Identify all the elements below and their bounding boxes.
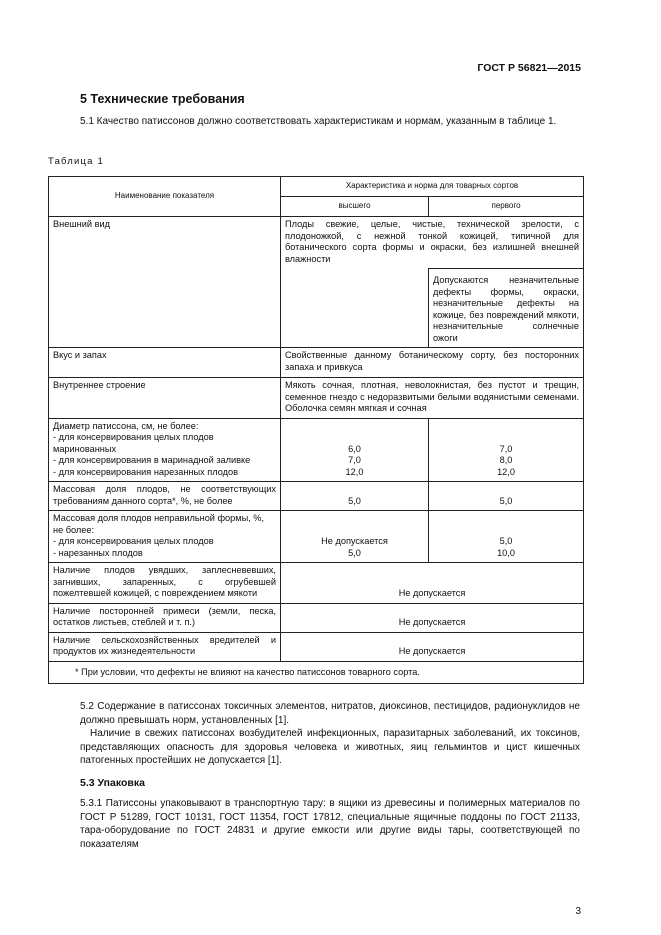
mass-irregular-first-value: 5,0 <box>499 536 513 546</box>
row-diameter-top <box>281 418 429 482</box>
diameter-top-value: 7,0 <box>348 455 361 465</box>
header-grade-top: высшего <box>281 197 429 217</box>
table-header-row <box>49 177 584 197</box>
row-mass-nonconform-name: Массовая доля плодов, не соответствующих требованиям данного сорта*, %, не более <box>49 482 281 511</box>
page-number: 3 <box>575 906 581 917</box>
mass-irregular-top-value: 5,0 <box>348 547 361 558</box>
row-taste-name: Вкус и запах <box>49 348 281 378</box>
table-row <box>49 217 584 269</box>
document-id: ГОСТ Р 56821—2015 <box>477 62 581 74</box>
row-pests-value: Не допускается <box>281 632 584 661</box>
mass-irregular-title: Массовая доля плодов неправильной формы, %, не более: <box>53 513 265 535</box>
paragraph-5-2-infections: Наличие в свежих патиссонах возбудителей инфекционных, паразитарных заболеваний, их токсинов, представляющих опасность для здоровья человека и животных, яиц гельминтов и цист кишечных патогенных простейших не допускается [1]. <box>80 728 580 766</box>
row-taste-value: Свойственные данному ботаническому сорту, без посторонних запаха и привкуса <box>281 348 584 378</box>
mass-irregular-first-value: 10,0 <box>497 547 515 558</box>
row-wilted-value: Не допускается <box>281 563 584 604</box>
paragraph-5-2: 5.2 Содержание в патиссонах токсичных элементов, нитратов, диоксинов, пестицидов, радионуклидов не должно превышать норм, установленных [1]. <box>80 701 580 726</box>
table-row <box>49 482 584 511</box>
diameter-top-value: 12,0 <box>345 466 364 477</box>
table-footnote: * При условии, что дефекты не влияют на качество патиссонов товарного сорта. <box>49 661 584 684</box>
row-mass-irregular-first <box>429 511 584 563</box>
row-mass-irregular-top <box>281 511 429 563</box>
diameter-item-label: - для консервирования целых плодов маринованных <box>53 432 214 454</box>
mass-irregular-item-label: - для консервирования целых плодов <box>53 536 214 546</box>
paragraph-5-1: 5.1 Качество патиссонов должно соответствовать характеристикам и нормам, указанным в таблице 1. <box>80 116 557 127</box>
table-row <box>49 418 584 482</box>
table-row <box>49 603 584 632</box>
diameter-first-value: 12,0 <box>497 466 515 477</box>
header-grades-group: Характеристика и норма для товарных сортов <box>281 177 584 197</box>
row-appearance-first: Допускаются незначительные дефекты формы, окраски, незначительные дефекты на кожице, без повреждений мякоти, незначительные солнечные ожоги <box>429 269 584 348</box>
section-5-3-title: 5.3 Упаковка <box>80 777 145 789</box>
row-structure-value: Мякоть сочная, плотная, неволокнистая, без пустот и трещин, семенное гнездо с недоразвитыми белыми водянистыми семенами. Оболочка семян мягкая и сочная <box>281 378 584 419</box>
section-5-title: 5 Технические требования <box>80 92 245 106</box>
row-appearance-top-empty <box>281 269 429 348</box>
row-diameter-first <box>429 418 584 482</box>
mass-irregular-top-value: Не допускается <box>321 536 388 546</box>
table-row <box>49 632 584 661</box>
row-appearance-common: Плоды свежие, целые, чистые, технической зрелости, с плодоножкой, с нежной тонкой кожицей, типичной для ботанического сорта формы и окраски, без излишней внешней влажности <box>281 217 584 269</box>
diameter-item-label: - для консервирования в маринадной заливке <box>53 455 251 465</box>
diameter-item-label: - для консервирования нарезанных плодов <box>53 466 238 477</box>
table-footnote-row <box>49 661 584 684</box>
row-diameter-name <box>49 418 281 482</box>
header-indicator-name: Наименование показателя <box>49 177 281 217</box>
row-mass-nonconform-first: 5,0 <box>429 482 584 511</box>
diameter-title: Диаметр патиссона, см, не более: <box>53 420 199 431</box>
table-caption: Таблица 1 <box>48 156 104 167</box>
table-row <box>49 348 584 378</box>
row-impurities-name: Наличие посторонней примеси (земли, песка, остатков листьев, стеблей и т. п.) <box>49 603 281 632</box>
mass-irregular-item-label: - нарезанных плодов <box>53 547 143 558</box>
requirements-table <box>48 176 584 684</box>
diameter-top-value: 6,0 <box>348 443 361 454</box>
row-impurities-value: Не допускается <box>281 603 584 632</box>
row-appearance-name: Внешний вид <box>49 217 281 348</box>
table-row <box>49 378 584 419</box>
diameter-first-value: 8,0 <box>499 455 513 465</box>
diameter-first-value: 7,0 <box>499 443 513 454</box>
paragraph-5-3-1: 5.3.1 Патиссоны упаковывают в транспортную тару: в ящики из древесины и полимерных материалов по ГОСТ Р 51289, ГОСТ 10131, ГОСТ 11354, ГОСТ 17812, специальные ящичные поддоны по ГОСТ 21133, тара-оборудование по ГОСТ 24831 и другие емкости или другие виды тары, соответствующей по показателям <box>80 798 580 850</box>
row-structure-name: Внутреннее строение <box>49 378 281 419</box>
header-grade-first: первого <box>429 197 584 217</box>
row-mass-nonconform-top: 5,0 <box>281 482 429 511</box>
row-wilted-name: Наличие плодов увядших, заплесневевших, загнивших, запаренных, с огрубевшей пожелтевшей кожицей, с повреждением мякоти <box>49 563 281 604</box>
table-row <box>49 563 584 604</box>
table-row <box>49 511 584 563</box>
row-mass-irregular-name <box>49 511 281 563</box>
row-pests-name: Наличие сельскохозяйственных вредителей и продуктов их жизнедеятельности <box>49 632 281 661</box>
